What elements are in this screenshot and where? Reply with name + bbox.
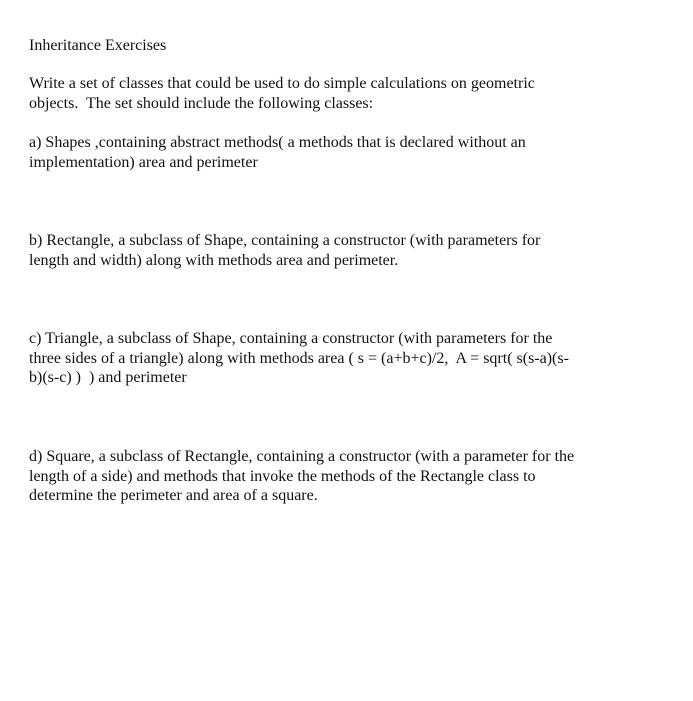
item-c-line-2: three sides of a triangle) along with methods area ( s = (a+b+c)/2, A = sqrt( s(s-a)(s- [29,349,569,367]
item-d-line-3: determine the perimeter and area of a square. [29,487,318,504]
item-c-line-1: c) Triangle, a subclass of Shape, containing a constructor (with parameters for the [29,330,553,347]
document-title [29,36,644,56]
item-a-line-2: implementation) area and perimeter [29,153,258,171]
item-d-line-2: length of a side) and methods that invoke the methods of the Rectangle class to [29,467,536,485]
item-a-line-1: a) Shapes ,containing abstract methods( a methods that is declared without an [29,134,526,151]
item-d-line-1: d) Square, a subclass of Rectangle, containing a constructor (with a parameter for the [29,448,575,465]
intro-paragraph [29,74,644,113]
title-line: Inheritance Exercises [29,37,167,54]
exercise-item-b [29,231,644,270]
item-c-line-3: b)(s-c) ) ) and perimeter [29,369,187,386]
exercise-item-c [29,329,644,388]
exercise-item-d [29,447,644,506]
item-b-line-2: length and width) along with methods area and perimeter. [29,251,399,269]
intro-line-2: objects. The set should include the following classes: [29,94,374,112]
intro-line-1: Write a set of classes that could be used to do simple calculations on geometric [29,75,535,92]
item-b-line-1: b) Rectangle, a subclass of Shape, containing a constructor (with parameters for [29,232,541,249]
exercise-item-a [29,133,644,172]
